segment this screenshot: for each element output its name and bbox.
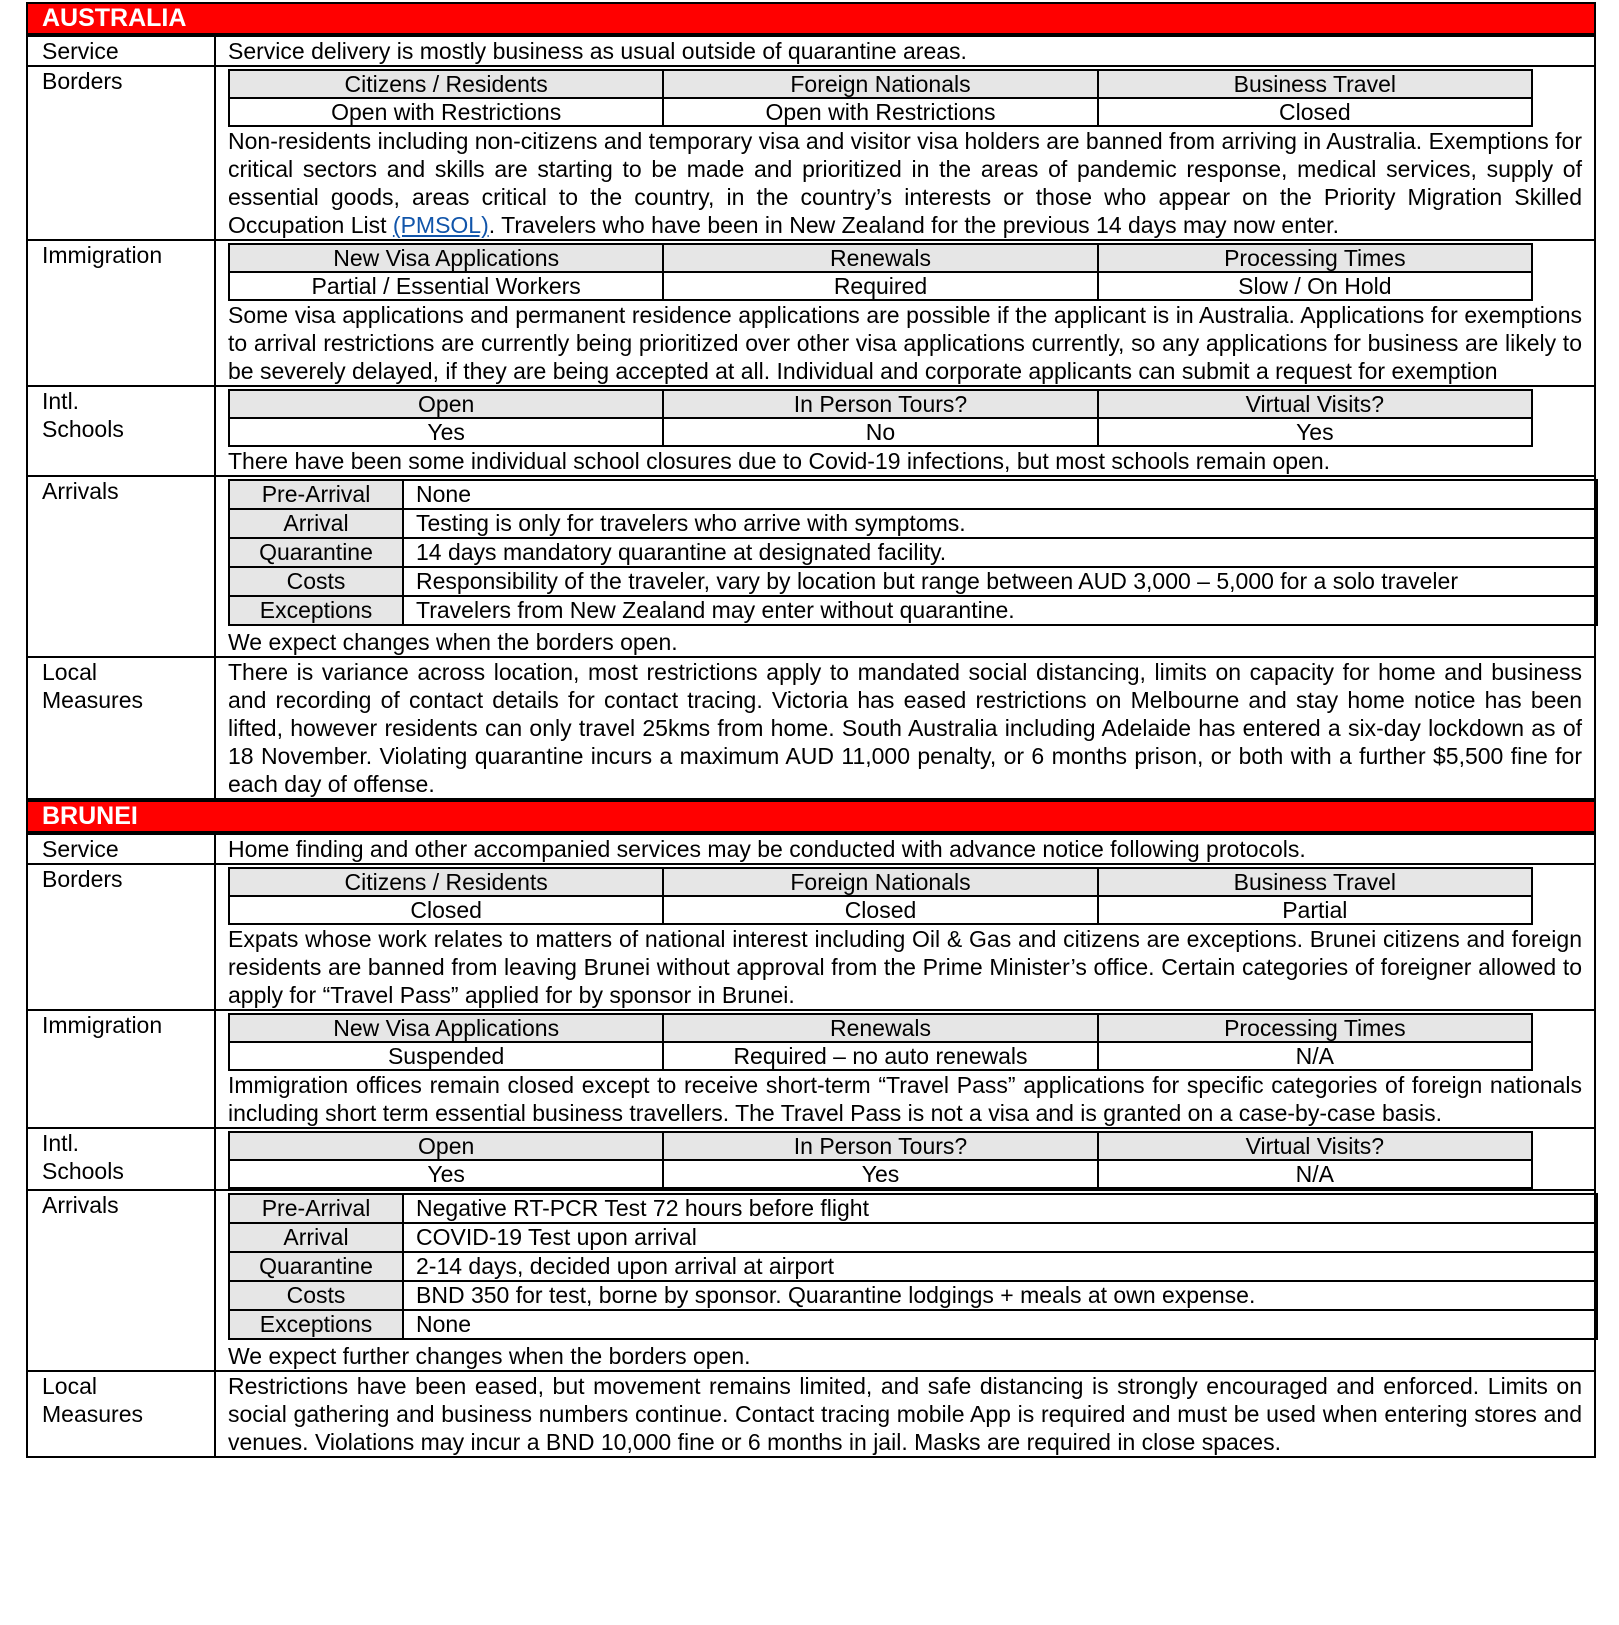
status-value: Suspended bbox=[229, 1042, 663, 1070]
borders-row bbox=[27, 864, 1595, 1010]
arrivals-table bbox=[228, 1193, 1598, 1340]
arrival-key: Costs bbox=[229, 1281, 403, 1310]
column-header: Business Travel bbox=[1098, 868, 1532, 896]
schools-text: There have been some individual school closures due to Covid-19 infections, but most schools remain open. bbox=[228, 448, 1331, 474]
row-label: Arrivals bbox=[27, 1190, 215, 1371]
column-header: Open bbox=[229, 1132, 663, 1160]
local-measures-row bbox=[27, 1371, 1595, 1457]
country-header-brunei: BRUNEI bbox=[26, 800, 1596, 833]
column-header: Renewals bbox=[663, 1014, 1097, 1042]
row-label: Immigration bbox=[27, 240, 215, 386]
local-measures-row bbox=[27, 657, 1595, 799]
column-header: Citizens / Residents bbox=[229, 70, 663, 98]
row-label: Immigration bbox=[27, 1010, 215, 1128]
status-value: Required bbox=[663, 272, 1097, 300]
arrivals-table bbox=[228, 479, 1598, 626]
column-header: Business Travel bbox=[1098, 70, 1532, 98]
column-header: In Person Tours? bbox=[663, 1132, 1097, 1160]
row-label: Intl. Schools bbox=[27, 386, 215, 476]
immigration-text: Immigration offices remain closed except to receive short-term “Travel Pass” applications for specific categories of foreign nationals including short term essential business travellers. The Travel Pass is not a visa and is granted on a case-by-case basis. bbox=[228, 1072, 1582, 1126]
borders-status-table bbox=[228, 867, 1533, 925]
arrival-value: Travelers from New Zealand may enter without quarantine. bbox=[403, 596, 1597, 625]
column-header: New Visa Applications bbox=[229, 244, 663, 272]
arrival-value: Responsibility of the traveler, vary by location but range between AUD 3,000 – 5,000 for a solo traveler bbox=[403, 567, 1597, 596]
immigration-row bbox=[27, 1010, 1595, 1128]
arrival-key: Arrival bbox=[229, 509, 403, 538]
column-header: In Person Tours? bbox=[663, 390, 1097, 418]
local-measures-text: Restrictions have been eased, but movement remains limited, and safe distancing is strongly encouraged and enforced. Limits on social gathering and business numbers continue. Contact tracing mobile App is required and must be used when entering stores and venues. Violations may incur a BND 10,000 fine or 6 months in jail. Masks are required in close spaces. bbox=[215, 1371, 1595, 1457]
status-value: Slow / On Hold bbox=[1098, 272, 1532, 300]
schools-status-table bbox=[228, 1131, 1533, 1189]
arrival-value: None bbox=[403, 480, 1597, 509]
status-value: Yes bbox=[1098, 418, 1532, 446]
column-header: Processing Times bbox=[1098, 244, 1532, 272]
status-value: Open with Restrictions bbox=[229, 98, 663, 126]
row-label: Borders bbox=[27, 864, 215, 1010]
column-header: Citizens / Residents bbox=[229, 868, 663, 896]
immigration-status-table bbox=[228, 243, 1533, 301]
arrival-key: Costs bbox=[229, 567, 403, 596]
status-value: Partial bbox=[1098, 896, 1532, 924]
column-header: New Visa Applications bbox=[229, 1014, 663, 1042]
schools-status-table bbox=[228, 389, 1533, 447]
column-header: Foreign Nationals bbox=[663, 868, 1097, 896]
borders-status-table bbox=[228, 69, 1533, 127]
arrival-key: Exceptions bbox=[229, 1310, 403, 1339]
arrival-value: BND 350 for test, borne by sponsor. Quarantine lodgings + meals at own expense. bbox=[403, 1281, 1597, 1310]
schools-row bbox=[27, 386, 1595, 476]
arrivals-row bbox=[27, 1190, 1595, 1371]
arrival-key: Quarantine bbox=[229, 1252, 403, 1281]
column-header: Virtual Visits? bbox=[1098, 1132, 1532, 1160]
arrival-key: Exceptions bbox=[229, 596, 403, 625]
arrival-key: Pre-Arrival bbox=[229, 480, 403, 509]
status-value: Yes bbox=[229, 1160, 663, 1188]
country-table-australia bbox=[26, 35, 1596, 800]
status-value: Closed bbox=[1098, 98, 1532, 126]
arrivals-note: We expect further changes when the borders open. bbox=[228, 1343, 751, 1369]
arrival-key: Quarantine bbox=[229, 538, 403, 567]
status-value: Closed bbox=[229, 896, 663, 924]
document bbox=[26, 2, 1596, 1458]
immigration-status-table bbox=[228, 1013, 1533, 1071]
status-value: Yes bbox=[229, 418, 663, 446]
status-value: No bbox=[663, 418, 1097, 446]
arrivals-note: We expect changes when the borders open. bbox=[228, 629, 678, 655]
status-value: Open with Restrictions bbox=[663, 98, 1097, 126]
arrivals-row bbox=[27, 476, 1595, 657]
row-label: Local Measures bbox=[27, 657, 215, 799]
arrival-value: 14 days mandatory quarantine at designated facility. bbox=[403, 538, 1597, 567]
row-label: Intl. Schools bbox=[27, 1128, 215, 1190]
status-value: N/A bbox=[1098, 1042, 1532, 1070]
borders-row bbox=[27, 66, 1595, 240]
column-header: Renewals bbox=[663, 244, 1097, 272]
service-row bbox=[27, 36, 1595, 66]
arrival-value: Negative RT-PCR Test 72 hours before flight bbox=[403, 1194, 1597, 1223]
row-label: Local Measures bbox=[27, 1371, 215, 1457]
service-text: Home finding and other accompanied services may be conducted with advance notice following protocols. bbox=[215, 834, 1595, 864]
row-label: Arrivals bbox=[27, 476, 215, 657]
pmsol-link[interactable]: (PMSOL) bbox=[392, 212, 489, 238]
arrival-value: Testing is only for travelers who arrive with symptoms. bbox=[403, 509, 1597, 538]
arrival-value: None bbox=[403, 1310, 1597, 1339]
service-row bbox=[27, 834, 1595, 864]
status-value: Partial / Essential Workers bbox=[229, 272, 663, 300]
status-value: Closed bbox=[663, 896, 1097, 924]
arrival-key: Arrival bbox=[229, 1223, 403, 1252]
immigration-text: Some visa applications and permanent residence applications are possible if the applicant is in Australia. Applications for exemptions to arrival restrictions are currently being prioritized over other visa applications currently, so any applications for business are likely to be severely delayed, if they are being accepted at all. Individual and corporate applicants can submit a request for exemption bbox=[228, 302, 1582, 384]
status-value: N/A bbox=[1098, 1160, 1532, 1188]
borders-text: Expats whose work relates to matters of national interest including Oil & Gas and citizens are exceptions. Brunei citizens and foreign residents are banned from leaving Brunei without approval from the Prime Minister’s office. Certain categories of foreigner allowed to apply for “Travel Pass” applied for by sponsor in Brunei. bbox=[228, 926, 1582, 1008]
row-label: Service bbox=[27, 834, 215, 864]
immigration-row bbox=[27, 240, 1595, 386]
column-header: Foreign Nationals bbox=[663, 70, 1097, 98]
arrival-value: COVID-19 Test upon arrival bbox=[403, 1223, 1597, 1252]
service-text: Service delivery is mostly business as usual outside of quarantine areas. bbox=[215, 36, 1595, 66]
row-label: Borders bbox=[27, 66, 215, 240]
row-label: Service bbox=[27, 36, 215, 66]
column-header: Processing Times bbox=[1098, 1014, 1532, 1042]
schools-row bbox=[27, 1128, 1595, 1190]
arrival-key: Pre-Arrival bbox=[229, 1194, 403, 1223]
local-measures-text: There is variance across location, most restrictions apply to mandated social distancing, limits on capacity for home and business and recording of contact details for contact tracing. Victoria has eased restrictions on Melbourne and stay home notice has been lifted, however residents can only travel 25kms from home. South Australia including Adelaide has entered a six-day lockdown as of 18 November. Violating quarantine incurs a maximum AUD 11,000 penalty, or 6 months prison, or both with a further $5,500 fine for each day of offense. bbox=[215, 657, 1595, 799]
arrival-value: 2-14 days, decided upon arrival at airport bbox=[403, 1252, 1597, 1281]
column-header: Virtual Visits? bbox=[1098, 390, 1532, 418]
borders-text: Non-residents including non-citizens and temporary visa and visitor visa holders are banned from arriving in Australia. Exemptions for critical sectors and skills are starting to be made and prioritized in the areas of pandemic response, medical services, supply of essential goods, areas critical to the country, in the country’s interests or those who appear on the Priority Migration Skilled Occupation List (PMSOL). Travelers who have been in New Zealand for the previous 14 days may now enter. bbox=[228, 128, 1582, 238]
country-table-brunei bbox=[26, 833, 1596, 1458]
status-value: Required – no auto renewals bbox=[663, 1042, 1097, 1070]
country-header-australia: AUSTRALIA bbox=[26, 2, 1596, 35]
column-header: Open bbox=[229, 390, 663, 418]
status-value: Yes bbox=[663, 1160, 1097, 1188]
